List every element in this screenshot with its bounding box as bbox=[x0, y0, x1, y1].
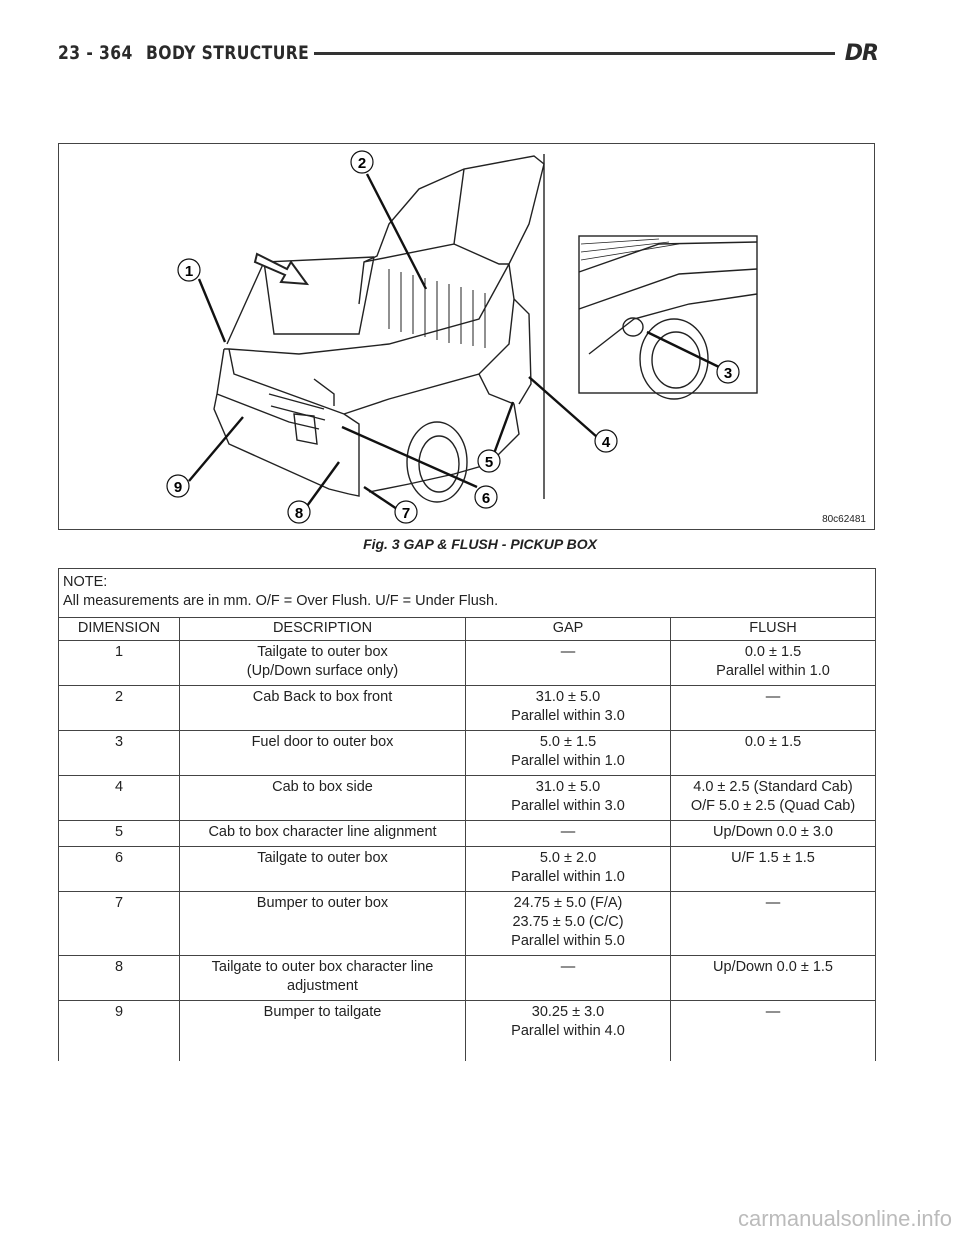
description-cell-line: Cab to box side bbox=[272, 779, 373, 795]
gap-cell-line: 31.0 ± 5.0 bbox=[535, 689, 601, 705]
description-cell-line: Bumper to tailgate bbox=[263, 1004, 382, 1020]
section-title: BODY STRUCTURE bbox=[146, 42, 310, 64]
dimension-cell: 4 bbox=[59, 776, 180, 821]
table-row bbox=[59, 731, 876, 776]
gap-cell bbox=[466, 892, 671, 956]
callout-markers bbox=[167, 151, 739, 523]
flush-cell-line: Up/Down 0.0 ± 3.0 bbox=[713, 824, 833, 840]
gap-cell-line: Parallel within 3.0 bbox=[511, 708, 625, 724]
gap-cell-line: — bbox=[560, 959, 576, 975]
flush-cell bbox=[671, 1001, 876, 1062]
col-header-flush: FLUSH bbox=[671, 618, 876, 641]
flush-cell bbox=[671, 686, 876, 731]
gap-cell-line: 31.0 ± 5.0 bbox=[535, 779, 601, 795]
flush-cell bbox=[671, 892, 876, 956]
svg-text:4: 4 bbox=[601, 434, 611, 451]
dimension-cell: 9 bbox=[59, 1001, 180, 1062]
gap-cell bbox=[466, 641, 671, 686]
col-header-gap: GAP bbox=[466, 618, 671, 641]
gap-cell-line: Parallel within 3.0 bbox=[511, 798, 625, 814]
callout-1 bbox=[178, 259, 200, 281]
description-cell bbox=[180, 1001, 466, 1062]
flush-cell bbox=[671, 776, 876, 821]
flush-cell-line: U/F 1.5 ± 1.5 bbox=[731, 850, 815, 866]
description-cell bbox=[180, 821, 466, 847]
dimension-cell: 6 bbox=[59, 847, 180, 892]
gap-cell-line: 23.75 ± 5.0 (C/C) bbox=[512, 914, 624, 930]
flush-cell-line: Parallel within 1.0 bbox=[716, 663, 830, 679]
flush-cell-line: — bbox=[765, 689, 781, 705]
table-row bbox=[59, 686, 876, 731]
svg-text:6: 6 bbox=[481, 490, 491, 507]
flush-cell-line: 4.0 ± 2.5 (Standard Cab) bbox=[693, 779, 853, 795]
gap-cell-line: — bbox=[560, 644, 576, 660]
description-cell bbox=[180, 686, 466, 731]
gap-cell-line: Parallel within 4.0 bbox=[511, 1023, 625, 1039]
svg-text:7: 7 bbox=[401, 505, 411, 522]
pickup-box-drawing bbox=[59, 144, 874, 529]
flush-cell-line: — bbox=[765, 895, 781, 911]
table-header-row bbox=[59, 618, 876, 641]
table-row bbox=[59, 847, 876, 892]
svg-text:9: 9 bbox=[173, 479, 183, 496]
callout-6 bbox=[475, 486, 497, 508]
description-cell bbox=[180, 847, 466, 892]
dimension-cell: 5 bbox=[59, 821, 180, 847]
table-row bbox=[59, 956, 876, 1001]
description-cell-line: Fuel door to outer box bbox=[251, 734, 394, 750]
flush-cell bbox=[671, 821, 876, 847]
description-cell-line: adjustment bbox=[287, 978, 358, 994]
flush-cell-line: 0.0 ± 1.5 bbox=[744, 734, 802, 750]
note-text: All measurements are in mm. O/F = Over Flush. U/F = Under Flush. bbox=[63, 593, 499, 609]
callout-9 bbox=[167, 475, 189, 497]
description-cell bbox=[180, 892, 466, 956]
gap-cell-line: Parallel within 1.0 bbox=[511, 753, 625, 769]
svg-text:2: 2 bbox=[357, 155, 367, 172]
model-logo: DR bbox=[844, 40, 878, 66]
table-row bbox=[59, 821, 876, 847]
callout-3 bbox=[717, 361, 739, 383]
description-cell-line: (Up/Down surface only) bbox=[246, 663, 399, 679]
gap-cell bbox=[466, 731, 671, 776]
dimension-cell: 3 bbox=[59, 731, 180, 776]
note-label: NOTE: bbox=[63, 574, 108, 590]
gap-cell bbox=[466, 956, 671, 1001]
table-row bbox=[59, 1001, 876, 1062]
flush-cell bbox=[671, 641, 876, 686]
description-cell-line: Cab to box character line alignment bbox=[208, 824, 437, 840]
gap-cell-line: 5.0 ± 2.0 bbox=[539, 850, 597, 866]
col-header-dimension: DIMENSION bbox=[59, 618, 180, 641]
note-cell bbox=[59, 569, 876, 618]
callout-5 bbox=[478, 450, 500, 472]
description-cell bbox=[180, 731, 466, 776]
flush-cell-line: Up/Down 0.0 ± 1.5 bbox=[713, 959, 833, 975]
dimension-cell: 1 bbox=[59, 641, 180, 686]
page-header bbox=[58, 38, 878, 68]
footer-watermark: carmanualsonline.info bbox=[737, 1206, 952, 1231]
svg-text:8: 8 bbox=[294, 505, 304, 522]
dimension-cell: 2 bbox=[59, 686, 180, 731]
table-row bbox=[59, 892, 876, 956]
svg-text:3: 3 bbox=[723, 365, 733, 382]
figure-code: 80c62481 bbox=[822, 514, 866, 525]
figure-caption: Fig. 3 GAP & FLUSH - PICKUP BOX bbox=[363, 536, 597, 552]
flush-cell bbox=[671, 956, 876, 1001]
svg-text:5: 5 bbox=[484, 454, 494, 471]
gap-cell-line: 5.0 ± 1.5 bbox=[539, 734, 597, 750]
description-cell-line: Tailgate to outer box bbox=[257, 850, 388, 866]
svg-text:1: 1 bbox=[184, 263, 194, 280]
figure-illustration bbox=[58, 143, 875, 530]
gap-flush-table bbox=[58, 568, 875, 1061]
table-row bbox=[59, 776, 876, 821]
flush-cell-line: O/F 5.0 ± 2.5 (Quad Cab) bbox=[690, 798, 856, 814]
flush-cell bbox=[671, 731, 876, 776]
table-row bbox=[59, 641, 876, 686]
gap-cell bbox=[466, 847, 671, 892]
description-cell-line: Bumper to outer box bbox=[256, 895, 389, 911]
callout-7 bbox=[395, 501, 417, 523]
gap-cell-line: — bbox=[560, 824, 576, 840]
description-cell bbox=[180, 776, 466, 821]
col-header-description: DESCRIPTION bbox=[180, 618, 466, 641]
description-cell bbox=[180, 956, 466, 1001]
gap-cell bbox=[466, 776, 671, 821]
gap-cell-line: Parallel within 5.0 bbox=[511, 933, 625, 949]
flush-cell-line: — bbox=[765, 1004, 781, 1020]
gap-cell-line: 24.75 ± 5.0 (F/A) bbox=[513, 895, 623, 911]
callout-2 bbox=[351, 151, 373, 173]
dimension-cell: 8 bbox=[59, 956, 180, 1001]
flush-cell bbox=[671, 847, 876, 892]
gap-cell bbox=[466, 1001, 671, 1062]
dimension-cell: 7 bbox=[59, 892, 180, 956]
gap-cell-line: Parallel within 1.0 bbox=[511, 869, 625, 885]
page-number: 23 - 364 bbox=[58, 42, 133, 64]
description-cell bbox=[180, 641, 466, 686]
gap-cell-line: 30.25 ± 3.0 bbox=[531, 1004, 605, 1020]
flush-cell-line: 0.0 ± 1.5 bbox=[744, 644, 802, 660]
gap-cell bbox=[466, 821, 671, 847]
description-cell-line: Cab Back to box front bbox=[252, 689, 393, 705]
description-cell-line: Tailgate to outer box bbox=[257, 644, 388, 660]
header-rule bbox=[314, 52, 835, 55]
gap-cell bbox=[466, 686, 671, 731]
callout-4 bbox=[595, 430, 617, 452]
description-cell-line: Tailgate to outer box character line bbox=[211, 959, 434, 975]
callout-8 bbox=[288, 501, 310, 523]
